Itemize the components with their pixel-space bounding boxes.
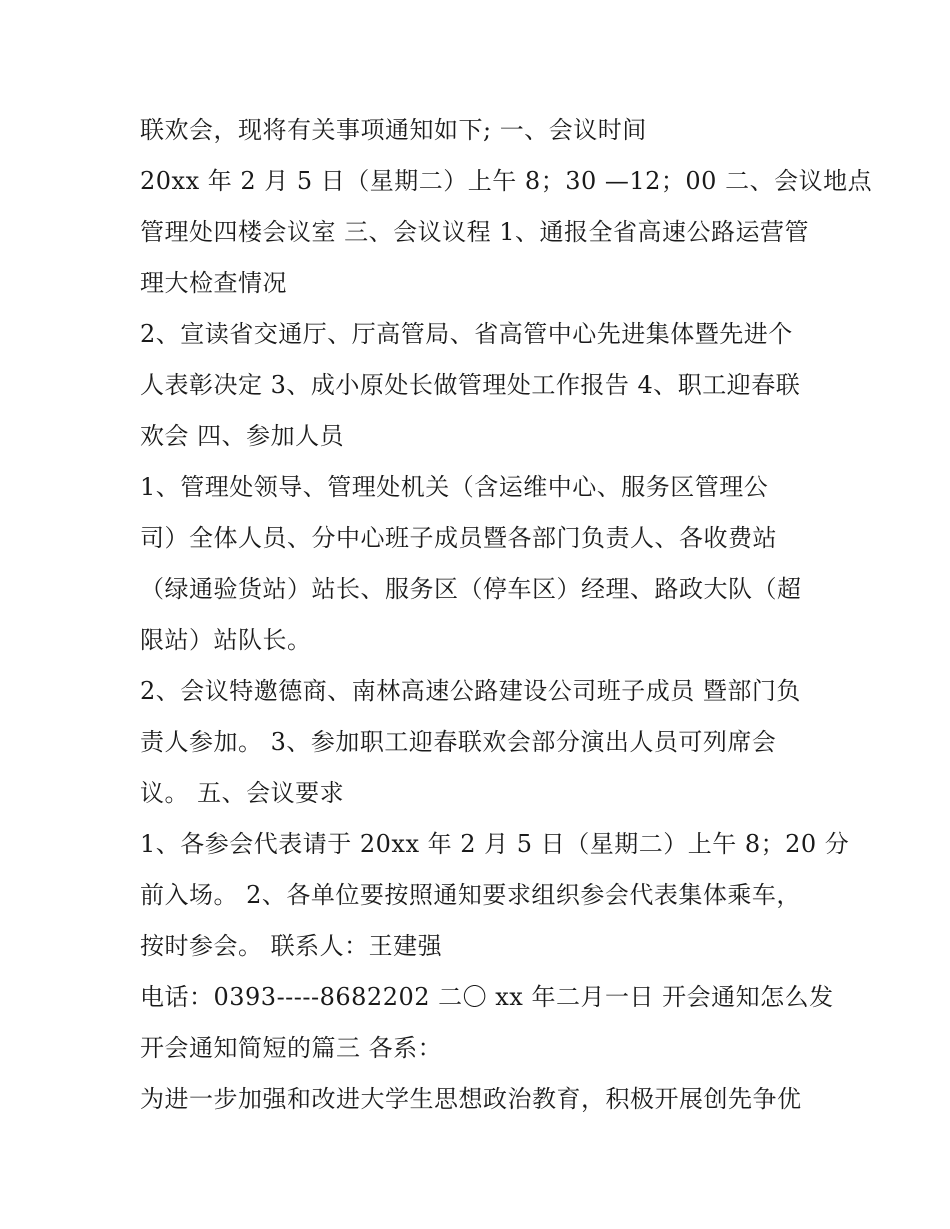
- text-line: 为进一步加强和改进大学生思想政治教育，积极开展创先争优: [140, 1085, 802, 1113]
- text-line: 20xx 年 2 月 5 日（星期二）上午 8；30 —12；00 二、会议地点: [140, 167, 873, 195]
- document-body: [140, 105, 873, 1125]
- text-line: 管理处四楼会议室 三、会议议程 1、通报全省高速公路运营管: [140, 218, 810, 246]
- text-line: 1、各参会代表请于 20xx 年 2 月 5 日（星期二）上午 8；20 分: [140, 830, 850, 858]
- text-line: 人表彰决定 3、成小原处长做管理处工作报告 4、职工迎春联: [140, 371, 801, 399]
- text-line: 按时参会。 联系人：王建强: [140, 932, 443, 960]
- text-line: 开会通知简短的篇三 各系：: [140, 1034, 443, 1062]
- text-line: 电话：0393-----8682202 二〇 xx 年二月一日 开会通知怎么发: [140, 983, 834, 1011]
- text-line: 议。 五、会议要求: [140, 779, 345, 807]
- text-line: 理大检查情况: [140, 269, 287, 297]
- text-line: 2、会议特邀德商、南林高速公路建设公司班子成员 暨部门负: [140, 677, 801, 705]
- text-line: （绿通验货站）站长、服务区（停车区）经理、路政大队（超: [140, 575, 802, 603]
- text-line: 1、管理处领导、管理处机关（含运维中心、服务区管理公: [140, 473, 769, 501]
- text-line: 司）全体人员、分中心班子成员暨各部门负责人、各收费站: [140, 524, 777, 552]
- text-line: 责人参加。 3、参加职工迎春联欢会部分演出人员可列席会: [140, 728, 777, 756]
- text-line: 欢会 四、参加人员: [140, 422, 345, 450]
- text-line: 限站）站队长。: [140, 626, 312, 654]
- text-line: 前入场。 2、各单位要按照通知要求组织参会代表集体乘车，: [140, 881, 801, 909]
- text-line: 2、宣读省交通厅、厅高管局、省高管中心先进集体暨先进个: [140, 320, 793, 348]
- text-line: 联欢会，现将有关事项通知如下; 一、会议时间: [140, 116, 647, 144]
